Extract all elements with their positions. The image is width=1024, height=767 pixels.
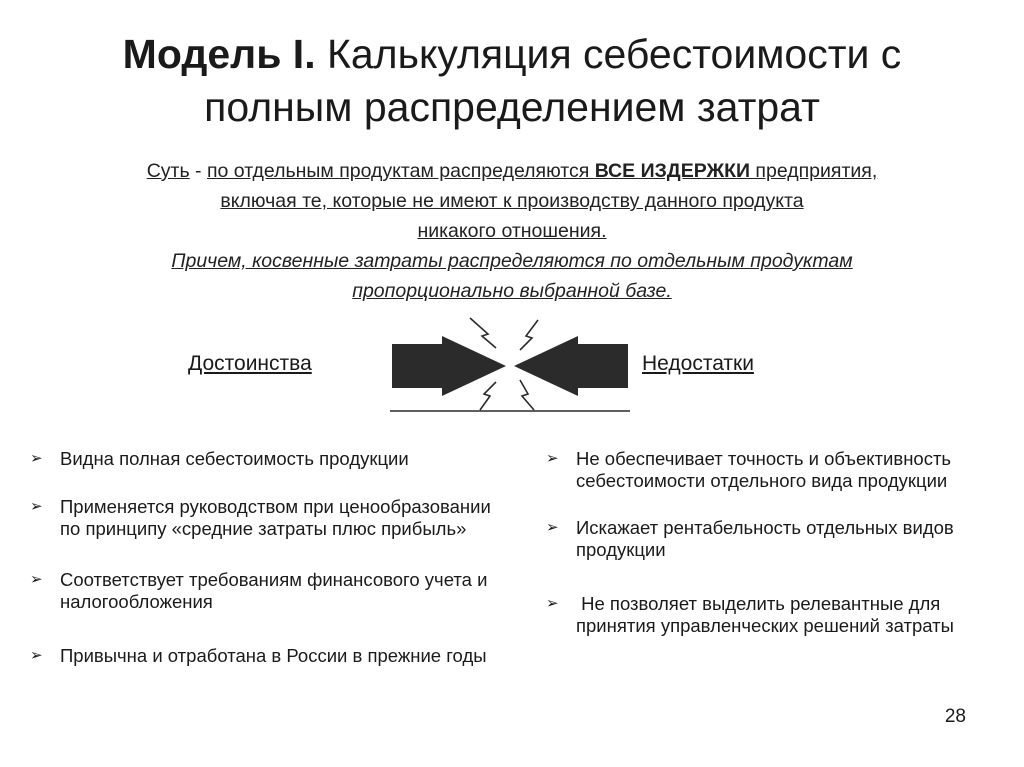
essence-part-1: по отдельным продуктам распределяются [206, 160, 595, 182]
list-item: ➢ Видна полная себестоимость продукции [30, 448, 409, 469]
essence-block [0, 156, 1024, 306]
arrow-bullet-icon: ➢ [30, 571, 43, 588]
list-item: ➢ Не позволяет выделить релевантные для принятия управленческих решений затраты [546, 593, 954, 636]
arrow-bullet-icon: ➢ [30, 647, 43, 664]
list-item: ➢ Соответствует требованиям финансового учета и налогообложения [30, 569, 488, 612]
arrow-bullet-icon: ➢ [546, 519, 559, 536]
essence-dash: - [189, 160, 207, 182]
essence-emphasis: ВСЕ ИЗДЕРЖКИ [594, 160, 750, 182]
essence-label: Суть [146, 160, 190, 182]
disadvantages-heading: Недостатки [642, 352, 754, 375]
title-line-2: полным распределением затрат [204, 84, 820, 130]
essence-line-1 [0, 156, 1024, 186]
advantages-list [30, 448, 510, 667]
essence-note-line-1: Причем, косвенные затраты распределяются по отдельным продуктам [171, 250, 853, 272]
page-number: 28 [944, 706, 966, 727]
essence-line-3: никакого отношения. [417, 220, 607, 242]
essence-line-2: включая те, которые не имеют к производству данного продукта [220, 190, 804, 212]
opposing-arrows-clash-icon [388, 314, 632, 416]
advantages-heading: Достоинства [188, 352, 312, 375]
list-item: ➢ Не обеспечивает точность и объективность себестоимости отдельного вида продукции [546, 448, 952, 491]
arrow-bullet-icon: ➢ [546, 595, 559, 612]
essence-part-2: предприятия, [750, 160, 878, 182]
title-rest: Калькуляция себестоимости с [315, 31, 902, 77]
title-model-label: Модель I. [122, 31, 316, 77]
arrow-bullet-icon: ➢ [30, 498, 43, 515]
list-item: ➢ Искажает рентабельность отдельных видов продукции [546, 517, 954, 560]
list-item: ➢ Привычна и отработана в России в прежние годы [30, 645, 487, 666]
arrow-bullet-icon: ➢ [30, 450, 43, 467]
list-item: ➢ Применяется руководством при ценообразовании по принципу «средние затраты плюс прибыль» [30, 496, 491, 539]
essence-note-line-2: пропорционально выбранной базе. [352, 280, 672, 302]
slide-title [0, 28, 1024, 134]
arrow-bullet-icon: ➢ [546, 450, 559, 467]
disadvantages-list [546, 448, 1006, 637]
